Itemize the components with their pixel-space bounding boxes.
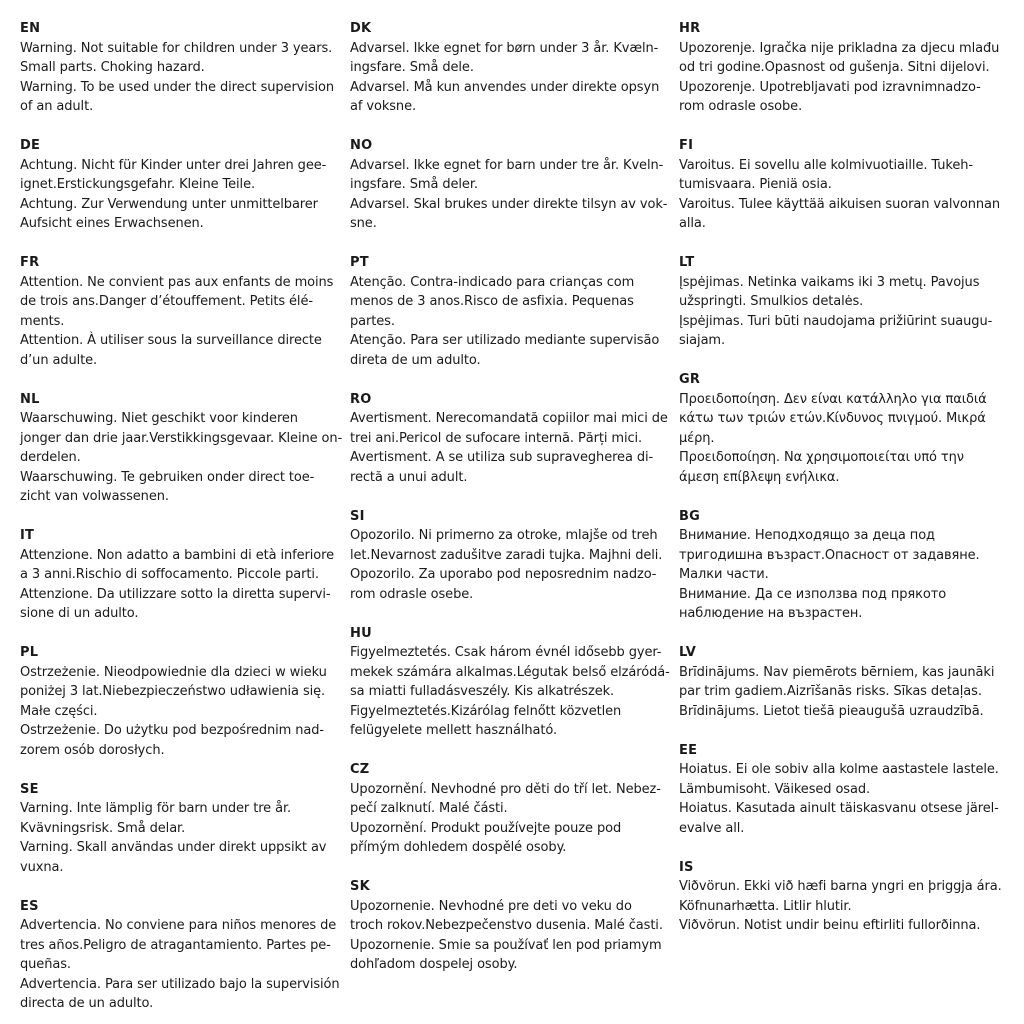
warning-text: Figyelmeztetés. Csak három évnél idősebb gyer- mekek számára alkalmas.Légutak belső elzáródá- sa miatti fulladásveszély. Kis alkatrészek. Figyelmeztetés.Kizárólag felnőtt közvetlen felügyelete mellett használható. [350, 645, 670, 738]
column-2 [350, 19, 680, 975]
language-code: DK [350, 21, 372, 36]
column-3 [679, 19, 1009, 936]
warning-section-ro [350, 390, 680, 488]
warning-section-es [20, 897, 350, 1014]
warning-text: Внимание. Неподходящо за деца под тригодишна възраст.Опасност от задавяне. Малки части. Внимание. Да се използва под прякото наблюдение на възрастен. [679, 528, 980, 621]
language-code: LV [679, 645, 696, 660]
warning-text: Advarsel. Ikke egnet for barn under tre år. Kveln- ingsfare. Små deler. Advarsel. Skal brukes under direkte tilsyn av vok- sne. [350, 157, 668, 231]
language-code: HU [350, 625, 372, 641]
language-code: RO [350, 391, 372, 407]
warning-text: Atenção. Contra-indicado para crianças com menos de 3 anos.Risco de asfixia. Pequenas partes. Atenção. Para ser utilizado mediante supervisão direta de um adulto. [350, 274, 660, 368]
warning-section-fi [679, 136, 1009, 234]
warning-text: Προειδοποίηση. Δεν είναι κατάλληλο για παιδιά κάτω των τριών ετών.Κίνδυνος πνιγμού. Μικρά μέρη. Προειδοποίηση. Να χρησιμοποιείται υπό την άμεση επίβλεψη ενήλικα. [679, 391, 987, 485]
warning-text: Avertisment. Nerecomandată copiilor mai mici de trei ani.Pericol de sufocare internă. Părți mici. Avertisment. A se utiliza sub supravegherea di- rectă a unui adult. [350, 411, 668, 485]
column-1 [20, 19, 350, 1014]
warning-section-sk [350, 877, 680, 975]
warning-text: Viðvörun. Ekki við hæfi barna yngri en þriggja ára. Köfnunarhætta. Litlir hlutir. Viðvörun. Notist undir beinu eftirliti fullorðinna. [679, 879, 1002, 933]
language-code: IS [679, 859, 694, 875]
warning-text: Attenzione. Non adatto a bambini di età inferiore a 3 anni.Rischio di soffocamento. Piccole parti. Attenzione. Da utilizzare sotto la diretta supervi- sione di un adulto. [20, 547, 335, 621]
warning-section-si [350, 507, 680, 605]
warning-section-se [20, 780, 350, 878]
language-code: GR [679, 372, 701, 387]
warning-text: Hoiatus. Ei ole sobiv alla kolme aastastele lastele. Lämbumisoht. Väikesed osad. Hoiatus. Kasutada ainult täiskasvanu otsese järel- evalve all. [679, 762, 999, 836]
warning-section-pt [350, 253, 680, 370]
language-code: HR [679, 21, 701, 36]
language-code: NO [350, 138, 373, 153]
warning-text: Advarsel. Ikke egnet for børn under 3 år. Kvæln- ingsfare. Små dele. Advarsel. Må kun anvendes under direkte opsyn af voksne. [350, 40, 660, 114]
warning-section-cz [350, 760, 680, 858]
warning-text: Waarschuwing. Niet geschikt voor kinderen jonger dan drie jaar.Verstikkingsgevaar. Kleine on- derdelen. Waarschuwing. Te gebruiken onder direct toe- zicht van volwassenen. [20, 411, 343, 504]
warning-section-no [350, 136, 680, 234]
warning-section-hu [350, 624, 680, 741]
language-code: ES [20, 898, 39, 914]
warning-text: Upozornenie. Nevhodné pre deti vo veku do troch rokov.Nebezpečenstvo dusenia. Malé časti. Upozornenie. Smie sa používať len pod priamym dohľadom dospelej osoby. [350, 898, 663, 972]
warning-section-nl [20, 390, 350, 507]
language-code: IT [20, 528, 35, 543]
warning-text: Advertencia. No conviene para niños menores de tres años.Peligro de atragantamiento. Partes pe- queñas. Advertencia. Para ser utilizado bajo la supervisión directa de un adulto. [20, 918, 340, 1011]
language-code: EN [20, 21, 41, 36]
warning-section-ee [679, 741, 1009, 839]
language-code: PL [20, 645, 39, 660]
warning-text: Varoitus. Ei sovellu alle kolmivuotiaille. Tukeh- tumisvaara. Pieniä osia. Varoitus. Tulee käyttää aikuisen suoran valvonnan alla. [679, 157, 1001, 231]
warning-section-bg [679, 507, 1009, 624]
warning-text: Upozornění. Nevhodné pro děti do tří let. Nebez- pečí zalknutí. Malé části. Upozornění. Produkt používejte pouze pod přímým dohledem dospělé osoby. [350, 781, 661, 855]
warning-text: Varning. Inte lämplig för barn under tre år. Kvävningsrisk. Små delar. Varning. Skall användas under direkt uppsikt av vuxna. [20, 801, 327, 875]
warning-section-en [20, 19, 350, 117]
warning-section-fr [20, 253, 350, 370]
language-code: SK [350, 879, 370, 894]
warning-text: Ostrzeżenie. Nieodpowiednie dla dzieci w wieku poniżej 3 lat.Niebezpieczeństwo udławienia się. Małe części. Ostrzeżenie. Do użytku pod bezpośrednim nad- zorem osób dorosłych. [20, 664, 327, 758]
language-code: FI [679, 138, 694, 153]
language-code: DE [20, 138, 41, 153]
language-code: EE [679, 742, 698, 758]
warning-section-gr [679, 370, 1009, 487]
warning-text: Opozorilo. Ni primerno za otroke, mlajše od treh let.Nevarnost zadušitve zaradi tujka. Majhni deli. Opozorilo. Za uporabo pod neposrednim nadzo- rom odrasle osebe. [350, 528, 663, 602]
warning-section-is [679, 858, 1009, 936]
warning-section-lt [679, 253, 1009, 351]
warning-text: Attention. Ne convient pas aux enfants de moins de trois ans.Danger d’étouffement. Petits élé- ments. Attention. À utiliser sous la surveillance directe d’un adulte. [20, 274, 334, 368]
warning-section-lv [679, 643, 1009, 721]
language-code: SE [20, 781, 39, 797]
warning-section-hr [679, 19, 1009, 117]
language-code: CZ [350, 762, 370, 777]
warning-text: Warning. Not suitable for children under 3 years. Small parts. Choking hazard. Warning. To be used under the direct supervision of an adult. [20, 40, 334, 114]
warning-section-dk [350, 19, 680, 117]
warning-text: Įspėjimas. Netinka vaikams iki 3 metų. Pavojus užspringti. Smulkios detalės. Įspėjimas. Turi būti naudojama prižiūrint suaugu- siajam. [679, 274, 993, 348]
language-code: LT [679, 255, 695, 270]
language-code: SI [350, 508, 365, 524]
warning-text: Achtung. Nicht für Kinder unter drei Jahren gee- ignet.Erstickungsgefahr. Kleine Teile. Achtung. Zur Verwendung unter unmittelbarer Aufsicht eines Erwachsenen. [20, 157, 327, 231]
language-code: BG [679, 508, 700, 524]
language-code: FR [20, 255, 40, 270]
warning-section-it [20, 526, 350, 624]
language-code: NL [20, 391, 40, 407]
language-code: PT [350, 255, 369, 270]
warning-section-pl [20, 643, 350, 760]
warning-section-de [20, 136, 350, 234]
warning-text: Upozorenje. Igračka nije prikladna za djecu mlađu od tri godine.Opasnost od gušenja. Sitni dijelovi. Upozorenje. Upotrebljavati pod izravnimnadzo- rom odrasle osobe. [679, 40, 1000, 114]
warning-text: Brīdinājums. Nav piemērots bērniem, kas jaunāki par trim gadiem.Aizrīšanās risks. Sīkas detaļas. Brīdinājums. Lietot tiešā pieaugušā uzraudzībā. [679, 664, 995, 719]
